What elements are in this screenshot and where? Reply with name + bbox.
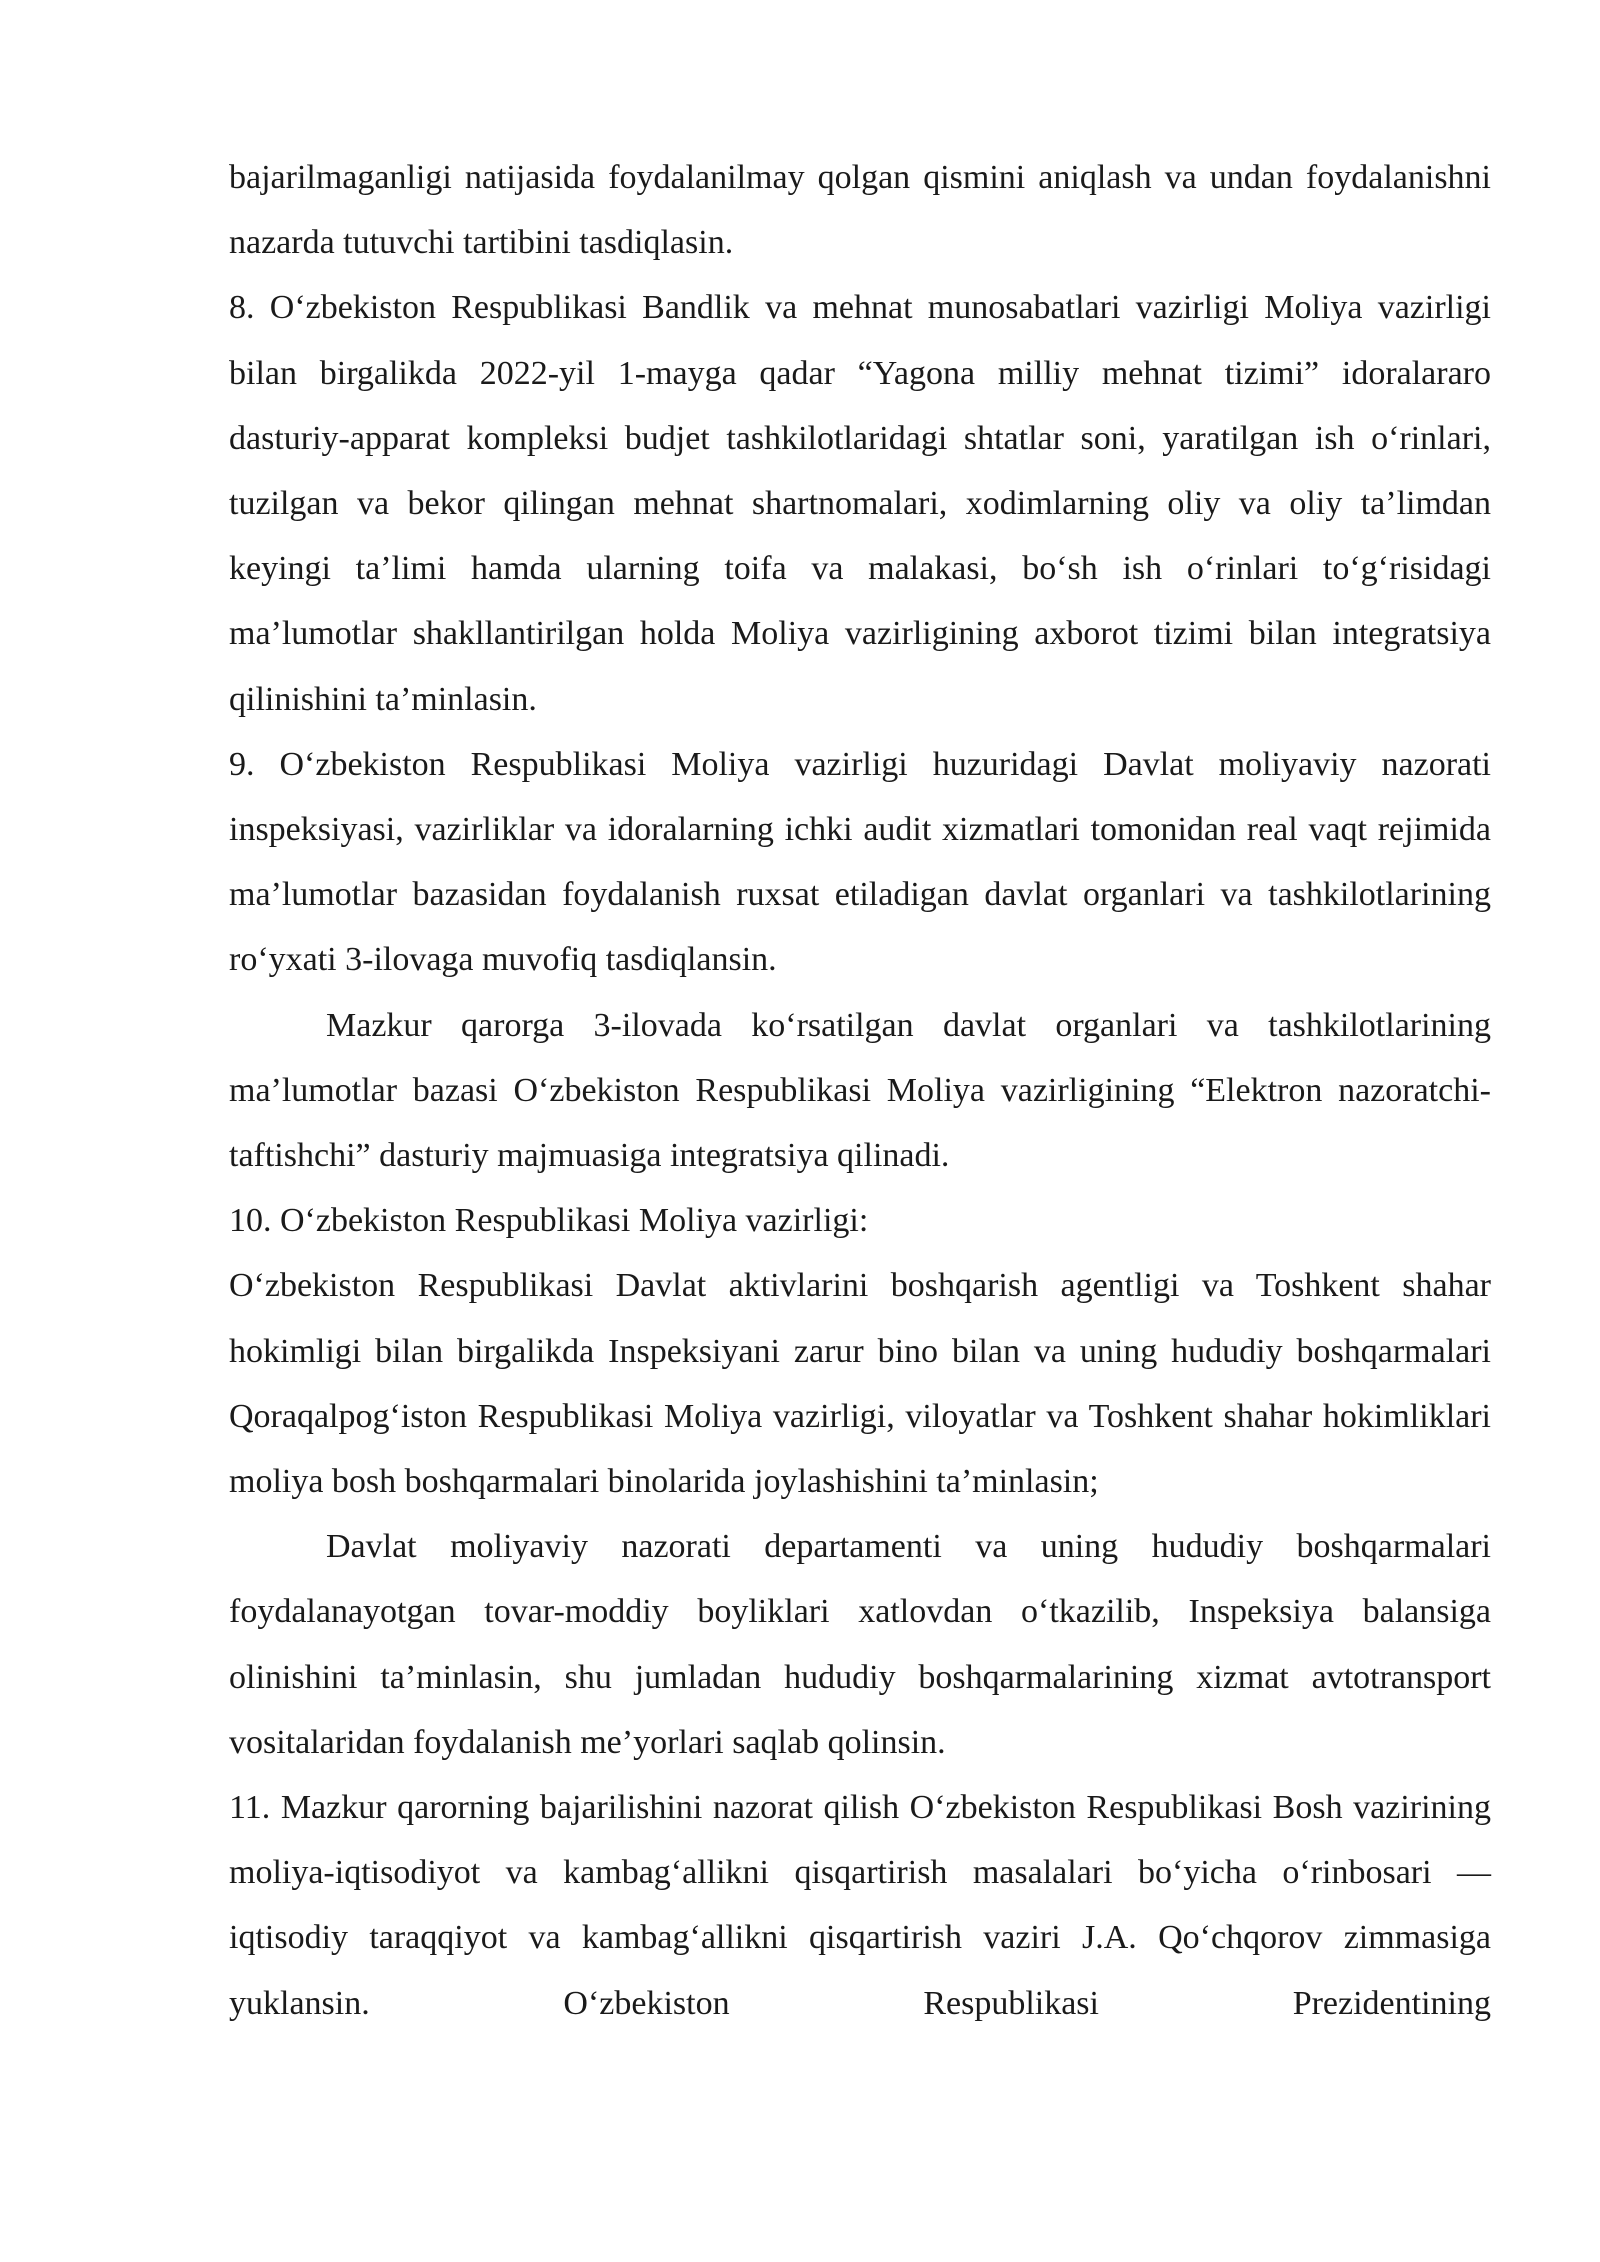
document-page: [229, 145, 1491, 2036]
paragraph-item-9: 9. O‘zbekiston Respublikasi Moliya vazirligi huzuridagi Davlat moliyaviy nazorati inspeksiyasi, vazirliklar va idoralarning ichki audit xizmatlari tomonidan real vaqt rejimida ma’lumotlar bazasidan foydalanish ruxsat etiladigan davlat organlari va tashkilotlarining ro‘yxati 3-ilovaga muvofiq tasdiqlansin.: [229, 745, 1491, 979]
paragraph-item-10-heading: 10. O‘zbekiston Respublikasi Moliya vazirligi:: [229, 1202, 869, 1240]
paragraph-continuation: bajarilmaganligi natijasida foydalanilmay qolgan qismini aniqlash va undan foydalanishni nazarda tutuvchi tartibini tasdiqlasin.: [229, 159, 1491, 262]
paragraph-item-11: 11. Mazkur qarorning bajarilishini nazorat qilish O‘zbekiston Respublikasi Bosh vazirining moliya-iqtisodiyot va kambag‘allikni qisqartirish masalalari bo‘yicha o‘rinbosari — iqtisodiy taraqqiyot va kambag‘allikni qisqartirish vaziri J.A. Qo‘chqorov zimmasiga yuklansin. O‘zbekiston Respublikasi Prezidentining: [229, 1789, 1491, 2022]
paragraph-item-9-note: Mazkur qarorga 3-ilovada ko‘rsatilgan davlat organlari va tashkilotlarining ma’lumotlar bazasi O‘zbekiston Respublikasi Moliya vazirligining “Elektron nazoratchi-taftishchi” dasturiy majmuasiga integratsiya qilinadi.: [229, 1006, 1491, 1175]
paragraph-item-8: 8. O‘zbekiston Respublikasi Bandlik va mehnat munosabatlari vazirligi Moliya vazirligi bilan birgalikda 2022-yil 1-mayga qadar “Yagona milliy mehnat tizimi” idoralararo dasturiy-apparat kompleksi budjet tashkilotlaridagi shtatlar soni, yaratilgan ish o‘rinlari, tuzilgan va bekor qilingan mehnat shartnomalari, xodimlarning oliy va oliy ta’limdan keyingi ta’limi hamda ularning toifa va malakasi, bo‘sh ish o‘rinlari to‘g‘risidagi ma’lumotlar shakllantirilgan holda Moliya vazirligining axborot tizimi bilan integratsiya qilinishini ta’minlasin.: [229, 289, 1491, 718]
paragraph-item-10-point-1: O‘zbekiston Respublikasi Davlat aktivlarini boshqarish agentligi va Toshkent shahar hokimligi bilan birgalikda Inspeksiyani zarur bino bilan va uning hududiy boshqarmalari Qoraqalpog‘iston Respublikasi Moliya vazirligi, viloyatlar va Toshkent shahar hokimliklari moliya bosh boshqarmalari binolarida joylashishini ta’minlasin;: [229, 1267, 1491, 1501]
paragraph-item-10-point-2: Davlat moliyaviy nazorati departamenti va uning hududiy boshqarmalari foydalanayotgan tovar-moddiy boyliklari xatlovdan o‘tkazilib, Inspeksiya balansiga olinishini ta’minlasin, shu jumladan hududiy boshqarmalarining xizmat avtotransport vositalaridan foydalanish me’yorlari saqlab qolinsin.: [229, 1528, 1491, 1761]
